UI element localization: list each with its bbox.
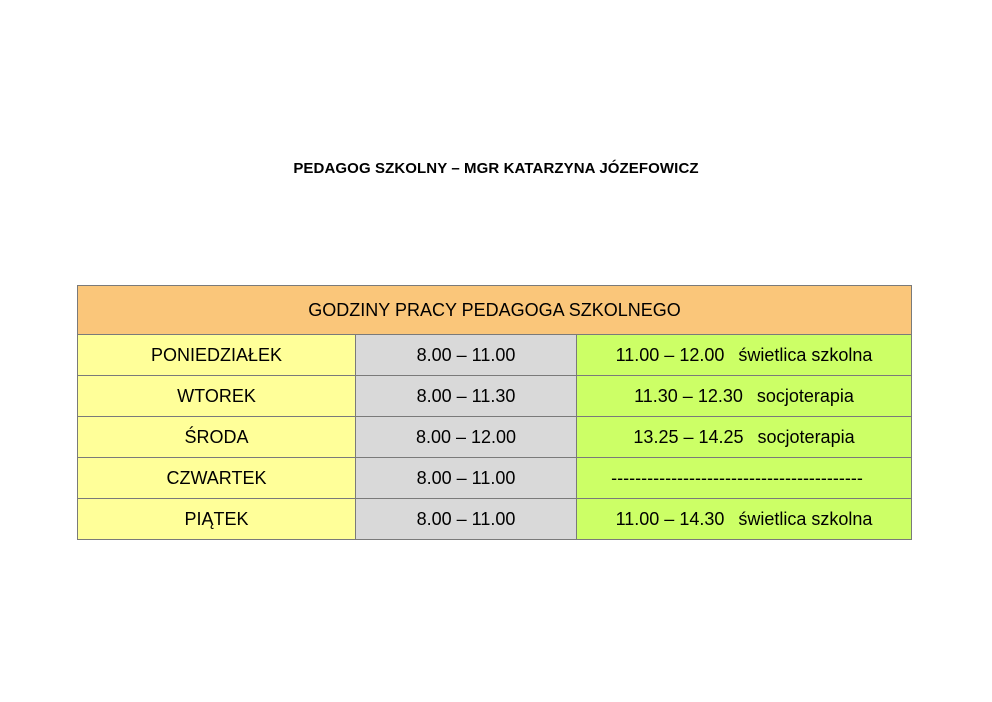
table-header-row bbox=[78, 286, 912, 335]
hours-cell: 8.00 – 11.00 bbox=[356, 499, 577, 540]
day-cell: CZWARTEK bbox=[78, 458, 356, 499]
table-row-tuesday bbox=[78, 376, 912, 417]
page-title: PEDAGOG SZKOLNY – MGR KATARZYNA JÓZEFOWICZ bbox=[293, 160, 699, 177]
extra-activity-cell bbox=[577, 499, 912, 540]
extra-time: 11.00 – 14.30 bbox=[615, 508, 725, 529]
table-row-monday bbox=[78, 335, 912, 376]
hours-cell: 8.00 – 11.00 bbox=[356, 335, 577, 376]
extra-activity-label: socjoterapia bbox=[756, 385, 854, 406]
extra-activity-label: socjoterapia bbox=[757, 426, 855, 447]
day-cell: WTOREK bbox=[78, 376, 356, 417]
table-row-friday bbox=[78, 499, 912, 540]
extra-time: 11.30 – 12.30 bbox=[634, 385, 743, 406]
day-cell: ŚRODA bbox=[78, 417, 356, 458]
extra-time: 13.25 – 14.25 bbox=[633, 426, 744, 447]
extra-activity-label: świetlica szkolna bbox=[738, 508, 873, 529]
table-row-thursday bbox=[78, 458, 912, 499]
extra-time: 11.00 – 12.00 bbox=[615, 344, 725, 365]
day-cell: PONIEDZIAŁEK bbox=[78, 335, 356, 376]
table-header: GODZINY PRACY PEDAGOGA SZKOLNEGO bbox=[78, 286, 912, 335]
hours-cell: 8.00 – 12.00 bbox=[356, 417, 577, 458]
extra-time: ------------------------------------------ bbox=[611, 467, 863, 488]
table-row-wednesday bbox=[78, 417, 912, 458]
extra-activity-cell bbox=[577, 335, 912, 376]
extra-activity-label: świetlica szkolna bbox=[738, 344, 873, 365]
hours-cell: 8.00 – 11.30 bbox=[356, 376, 577, 417]
hours-cell: 8.00 – 11.00 bbox=[356, 458, 577, 499]
work-hours-table bbox=[77, 285, 912, 540]
extra-activity-cell bbox=[577, 417, 912, 458]
day-cell: PIĄTEK bbox=[78, 499, 356, 540]
extra-activity-cell bbox=[577, 376, 912, 417]
extra-activity-cell bbox=[577, 458, 912, 499]
